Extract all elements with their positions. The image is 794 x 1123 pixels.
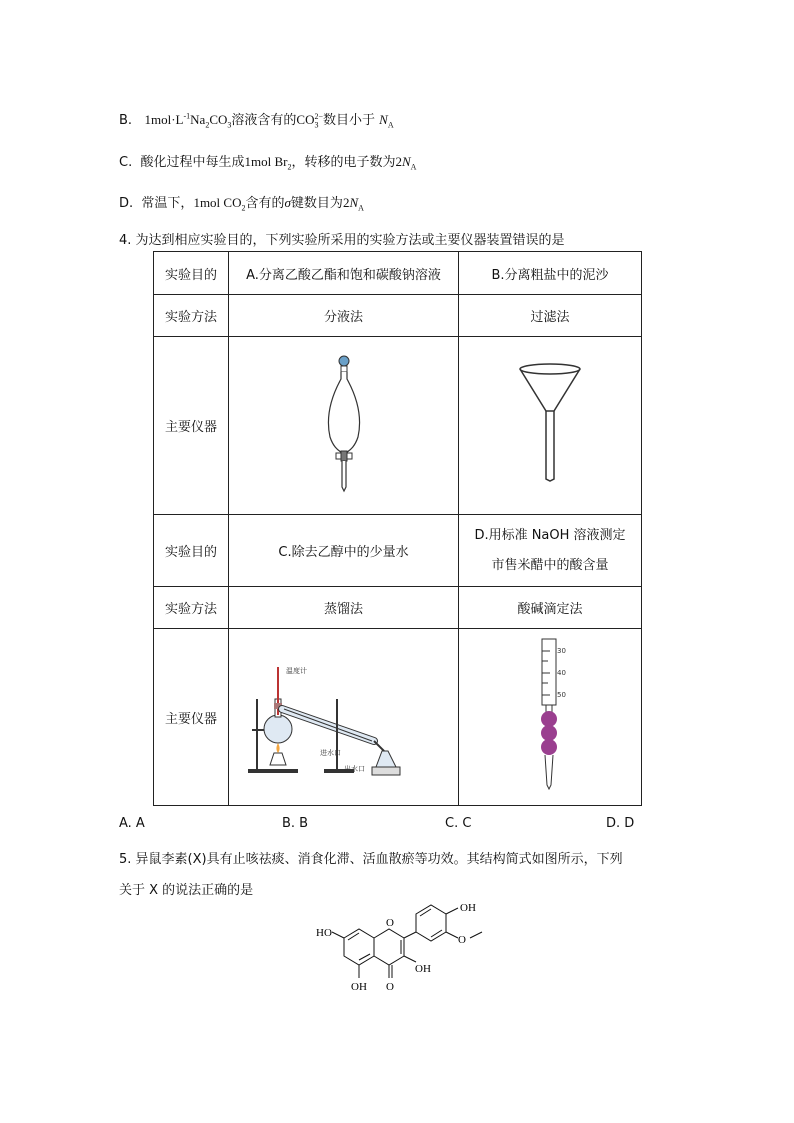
row-label-instrument-2: 主要仪器 bbox=[154, 629, 229, 806]
mol-label-methoxy-o: O bbox=[458, 934, 466, 946]
formula-part: A bbox=[358, 203, 364, 213]
tick-50: 50 bbox=[557, 691, 566, 699]
formula-part: 3 bbox=[227, 120, 232, 130]
method-d: 酸碱滴定法 bbox=[459, 587, 642, 629]
purpose-d-line1: D.用标准 NaOH 溶液测定 bbox=[474, 527, 626, 543]
formula-part: A bbox=[410, 162, 417, 172]
option-text: 数目小于 bbox=[323, 113, 376, 128]
formula-part: A bbox=[387, 120, 394, 130]
mol-label-ho: HO bbox=[316, 927, 332, 939]
formula-part: 2 bbox=[342, 195, 350, 210]
formula-part: 2 bbox=[241, 203, 246, 213]
option-text: 酸化过程中每生成 bbox=[140, 155, 245, 170]
filter-funnel-cell bbox=[459, 337, 642, 515]
mol-label-oh-top: OH bbox=[460, 902, 476, 914]
option-label: B. bbox=[119, 113, 133, 128]
row-label-purpose: 实验目的 bbox=[154, 252, 229, 295]
filter-funnel-icon bbox=[510, 359, 590, 489]
answer-c: C. C bbox=[445, 816, 472, 831]
q5-stem-line2: 关于 X 的说法正确的是 bbox=[119, 883, 254, 898]
row-label-purpose-2: 实验目的 bbox=[154, 515, 229, 587]
q4-stem: 4. 为达到相应实验目的，下列实验所采用的实验方法或主要仪器装置错误的是 bbox=[119, 233, 565, 248]
option-text: 含有的 bbox=[245, 196, 285, 211]
purpose-c: C.除去乙醇中的少量水 bbox=[229, 515, 459, 587]
water-out-label: 出水口 bbox=[343, 765, 365, 773]
option-b bbox=[119, 109, 394, 130]
formula-part: 2 bbox=[205, 120, 210, 130]
formula-part: 1mol Br bbox=[244, 154, 288, 169]
q5-stem-line1: 5. 异鼠李素(X)具有止咳祛痰、消食化滞、活血散瘀等功效。其结构简式如图所示，下列 bbox=[119, 852, 623, 867]
mol-label-ring-o: O bbox=[386, 917, 394, 929]
isorhamnetin-structure bbox=[314, 900, 494, 1010]
option-text: 溶液含有的 bbox=[231, 113, 297, 128]
method-a: 分液法 bbox=[229, 295, 459, 337]
burette-cell bbox=[459, 629, 642, 806]
row-label-instrument: 主要仪器 bbox=[154, 337, 229, 515]
formula-part: N bbox=[349, 195, 359, 210]
option-label: C. bbox=[119, 155, 133, 170]
mol-label-carbonyl-o: O bbox=[386, 981, 394, 993]
formula-part: L bbox=[175, 112, 184, 127]
option-text: 常温下， bbox=[141, 196, 194, 211]
formula-part: CO bbox=[296, 112, 315, 127]
formula-part: Na bbox=[190, 112, 206, 127]
purpose-b: B.分离粗盐中的泥沙 bbox=[459, 252, 642, 295]
method-c: 蒸馏法 bbox=[229, 587, 459, 629]
formula-part: · bbox=[171, 112, 176, 127]
purpose-d bbox=[459, 515, 642, 587]
tick-40: 40 bbox=[557, 669, 566, 677]
distillation-cell bbox=[229, 629, 459, 806]
formula-part: CO bbox=[209, 112, 228, 127]
option-d bbox=[119, 192, 364, 213]
method-b: 过滤法 bbox=[459, 295, 642, 337]
row-label-method: 实验方法 bbox=[154, 295, 229, 337]
formula-part: 3 bbox=[314, 120, 319, 130]
purpose-a: A.分离乙酸乙酯和饱和碳酸钠溶液 bbox=[229, 252, 459, 295]
row-label-method-2: 实验方法 bbox=[154, 587, 229, 629]
purpose-d-line2: 市售米醋中的酸含量 bbox=[491, 557, 609, 573]
option-label: D. bbox=[119, 196, 134, 211]
water-in-label: 进水口 bbox=[319, 749, 341, 757]
option-text: ，转移的电子数为 bbox=[291, 155, 396, 170]
option-c bbox=[119, 151, 416, 172]
formula-part: 2− bbox=[314, 111, 323, 121]
option-text: 键数目为 bbox=[290, 196, 343, 211]
formula-part: σ bbox=[284, 195, 291, 210]
formula-part: 2 bbox=[395, 154, 402, 169]
separatory-funnel-cell bbox=[229, 337, 459, 515]
formula-part: N bbox=[379, 112, 388, 127]
thermometer-label: 温度计 bbox=[285, 667, 307, 675]
mol-label-oh-5: OH bbox=[351, 981, 367, 993]
tick-30: 30 bbox=[557, 647, 566, 655]
distillation-apparatus-icon bbox=[244, 659, 444, 779]
formula-part: 1mol bbox=[144, 112, 172, 127]
formula-part: -1 bbox=[183, 111, 191, 121]
burette-icon bbox=[520, 635, 580, 795]
separatory-funnel-icon bbox=[314, 349, 374, 499]
q4-table bbox=[153, 251, 642, 806]
formula-part: 2 bbox=[287, 162, 292, 172]
formula-part: N bbox=[402, 154, 411, 169]
mol-label-oh-3: OH bbox=[415, 963, 431, 975]
answer-d: D. D bbox=[606, 816, 635, 831]
answer-a: A. A bbox=[119, 816, 145, 831]
answer-b: B. B bbox=[282, 816, 309, 831]
formula-part: 1mol CO bbox=[193, 195, 242, 210]
